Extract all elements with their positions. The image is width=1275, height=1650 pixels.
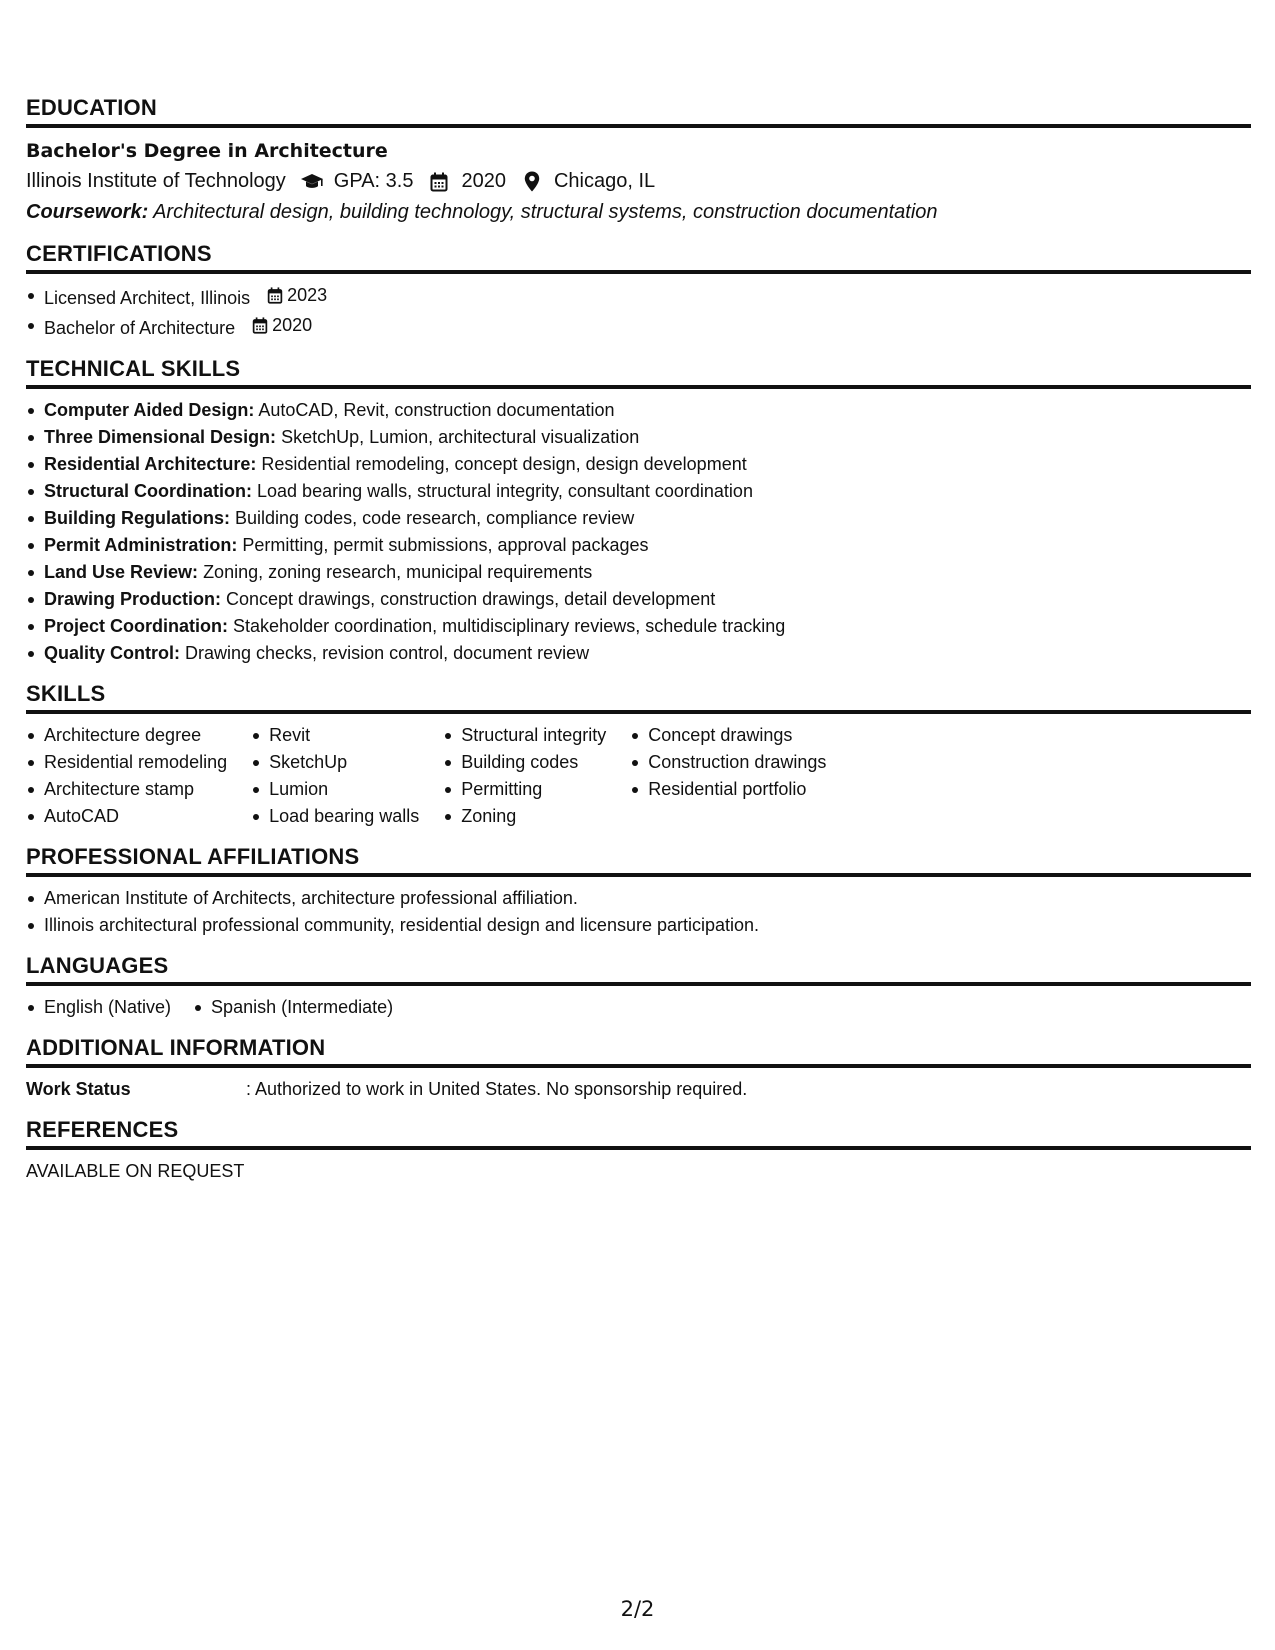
list-item: AutoCAD [26, 803, 227, 830]
calendar-icon [252, 317, 268, 334]
languages-list [26, 994, 1251, 1021]
skill-category: Residential Architecture: [44, 454, 257, 474]
school-name: Illinois Institute of Technology [26, 170, 286, 192]
list-item: Residential remodeling [26, 749, 227, 776]
skill-category: Computer Aided Design: [44, 400, 255, 420]
section-title-languages: LANGUAGES [26, 953, 1251, 986]
coursework-label: Coursework: [26, 201, 149, 223]
list-item: Construction drawings [630, 749, 826, 776]
work-status-row [26, 1076, 1251, 1103]
list-item: Architecture stamp [26, 776, 227, 803]
section-title-education: EDUCATION [26, 95, 1251, 128]
references-section [26, 1117, 1251, 1185]
skill-details: AutoCAD, Revit, construction documentation [258, 400, 615, 420]
section-title-references: REFERENCES [26, 1117, 1251, 1150]
skills-grid [26, 722, 1251, 830]
skill-category: Project Coordination: [44, 616, 228, 636]
skill-details: Drawing checks, revision control, document review [185, 643, 590, 663]
additional-info-section [26, 1035, 1251, 1103]
list-item [26, 451, 1251, 478]
list-item [26, 613, 1251, 640]
skill-details: Residential remodeling, concept design, design development [261, 454, 747, 474]
list-item [26, 478, 1251, 505]
list-item [26, 282, 1251, 312]
list-item: Lumion [251, 776, 419, 803]
skills-column [630, 722, 826, 830]
list-item: Structural integrity [443, 722, 606, 749]
skill-category: Three Dimensional Design: [44, 427, 277, 447]
resume-page [26, 95, 1251, 1199]
list-item [26, 505, 1251, 532]
section-title-affiliations: PROFESSIONAL AFFILIATIONS [26, 844, 1251, 877]
section-title-certifications: CERTIFICATIONS [26, 241, 1251, 274]
section-title-technical-skills: TECHNICAL SKILLS [26, 356, 1251, 389]
list-item [26, 424, 1251, 451]
technical-skills-list [26, 397, 1251, 667]
list-item: Spanish (Intermediate) [193, 994, 393, 1021]
certification-name: Bachelor of Architecture [44, 318, 236, 338]
skills-section [26, 681, 1251, 830]
list-item: English (Native) [26, 994, 171, 1021]
education-details [26, 166, 1251, 197]
skill-category: Permit Administration: [44, 535, 238, 555]
skill-details: Zoning, zoning research, municipal requirements [203, 562, 593, 582]
list-item [26, 532, 1251, 559]
list-item: SketchUp [251, 749, 419, 776]
skills-column [443, 722, 606, 830]
list-item: Building codes [443, 749, 606, 776]
certification-date [252, 312, 312, 339]
skill-details: Load bearing walls, structural integrity, consultant coordination [257, 481, 753, 501]
work-status-label: Work Status [26, 1079, 131, 1099]
list-item: Residential portfolio [630, 776, 826, 803]
page-number: 2/2 [620, 1597, 655, 1621]
skills-column [251, 722, 419, 830]
gpa-value: GPA: 3.5 [333, 170, 414, 192]
certification-year: 2023 [287, 285, 328, 305]
section-title-additional-info: ADDITIONAL INFORMATION [26, 1035, 1251, 1068]
coursework-line [26, 197, 1251, 227]
list-item: Permitting [443, 776, 606, 803]
skill-category: Building Regulations: [44, 508, 230, 528]
skills-column [26, 722, 227, 830]
graduation-cap-icon [300, 171, 324, 193]
list-item: Illinois architectural professional community, residential design and licensure participation. [26, 912, 1251, 939]
references-text: AVAILABLE ON REQUEST [26, 1161, 245, 1181]
languages-section [26, 953, 1251, 1021]
skill-category: Structural Coordination: [44, 481, 252, 501]
graduation-year: 2020 [461, 170, 506, 192]
skill-category: Quality Control: [44, 643, 180, 663]
certification-name: Licensed Architect, Illinois [44, 288, 251, 308]
skill-details: Permitting, permit submissions, approval packages [242, 535, 649, 555]
calendar-icon [267, 287, 283, 304]
map-pin-icon [520, 171, 544, 193]
list-item: American Institute of Architects, architecture professional affiliation. [26, 885, 1251, 912]
certification-date [267, 282, 327, 309]
list-item: Zoning [443, 803, 606, 830]
list-item [26, 559, 1251, 586]
list-item: Concept drawings [630, 722, 826, 749]
skill-category: Land Use Review: [44, 562, 199, 582]
certification-year: 2020 [272, 315, 313, 335]
certifications-list [26, 282, 1251, 342]
calendar-icon [427, 171, 451, 193]
skill-details: Concept drawings, construction drawings, detail development [226, 589, 716, 609]
list-item [26, 640, 1251, 667]
skill-details: SketchUp, Lumion, architectural visualization [281, 427, 640, 447]
degree-title: Bachelor's Degree in Architecture [26, 140, 388, 162]
affiliations-list [26, 885, 1251, 939]
skill-category: Drawing Production: [44, 589, 221, 609]
skill-details: Building codes, code research, compliance review [235, 508, 635, 528]
education-section [26, 95, 1251, 227]
list-item [26, 397, 1251, 424]
work-status-value: : Authorized to work in United States. No sponsorship required. [246, 1079, 748, 1099]
list-item [26, 312, 1251, 342]
certifications-section [26, 241, 1251, 342]
school-location: Chicago, IL [553, 170, 656, 192]
coursework-text: Architectural design, building technology, structural systems, construction documentation [153, 201, 938, 223]
list-item: Architecture degree [26, 722, 227, 749]
list-item [26, 586, 1251, 613]
list-item: Revit [251, 722, 419, 749]
skill-details: Stakeholder coordination, multidisciplinary reviews, schedule tracking [233, 616, 786, 636]
list-item: Load bearing walls [251, 803, 419, 830]
section-title-skills: SKILLS [26, 681, 1251, 714]
technical-skills-section [26, 356, 1251, 667]
affiliations-section [26, 844, 1251, 939]
